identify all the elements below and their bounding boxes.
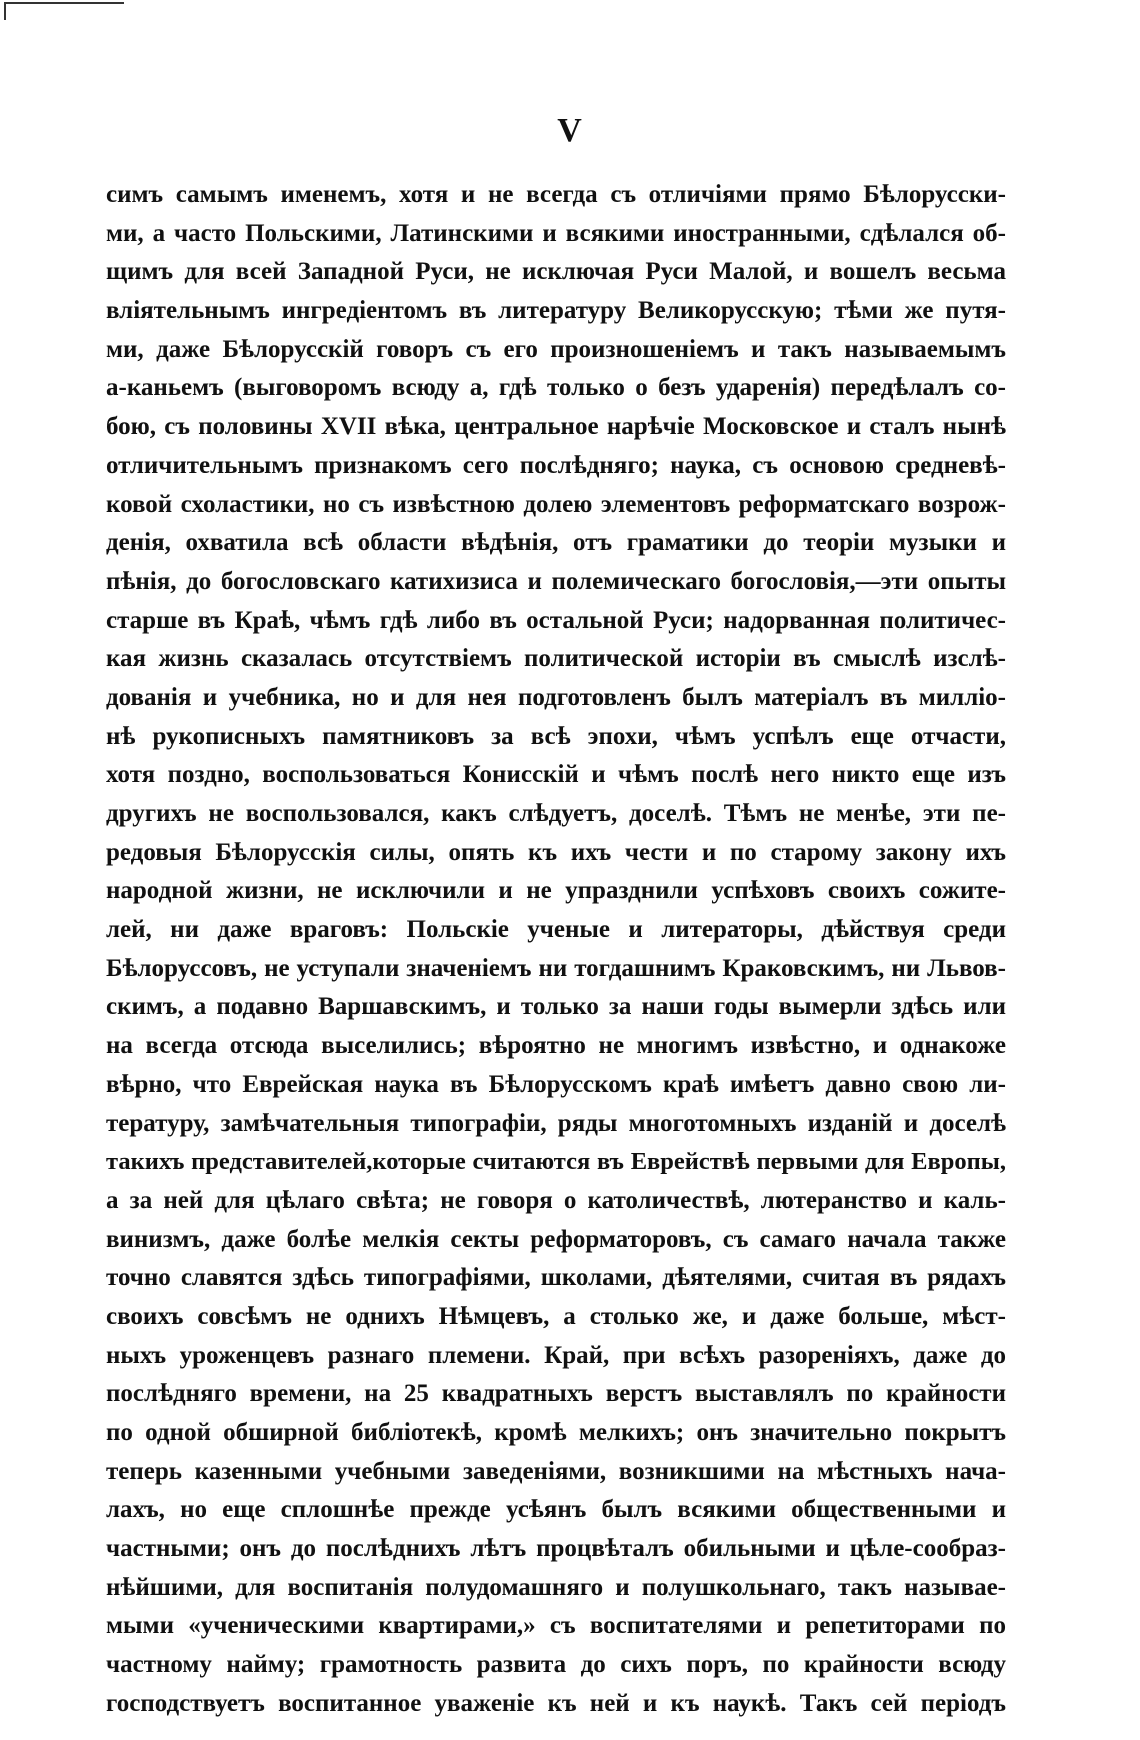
text-line: послѣдняго времени, на 25 квадратныхъ верстъ выставлялъ по крайности [106,1380,1006,1408]
text-line: точно славятся здѣсь типографіями, школами, дѣятелями, считая въ рядахъ [106,1264,1006,1292]
text-line: ми, даже Бѣлорусскій говоръ съ его произношеніемъ и такъ называемымъ [106,335,1006,363]
text-line: вліятельнымъ ингредіентомъ въ литературу Великорусскую; тѣми же путя- [106,297,1006,325]
text-line: частному найму; грамотность развита до сихъ поръ, по крайности всюду [106,1651,1006,1679]
page-number: V [557,112,583,149]
text-line: дованія и учебника, но и для нея подготовленъ былъ матеріалъ въ милліо- [106,683,1006,711]
text-line: своихъ совсѣмъ не однихъ Нѣмцевъ, а столько же, и даже больше, мѣст- [106,1302,1006,1330]
text-line: такихъ представителей,которые считаются въ Еврействѣ первыми для Европы, [106,1148,1006,1176]
text-line: ми, а часто Польскими, Латинскими и всякими иностранными, сдѣлался об- [106,219,1006,247]
text-line: лей, ни даже враговъ: Польскіе ученые и литераторы, дѣйствуя среди [106,916,1006,944]
text-line: ковой схоластики, но съ извѣстною долею элементовъ реформатскаго возрож- [106,490,1006,518]
text-line: мыми «ученическими квартирами,» съ воспитателями и репетиторами по [106,1612,1006,1640]
text-line: ныхъ уроженцевъ разнаго племени. Край, при всѣхъ разореніяхъ, даже до [106,1341,1006,1369]
text-line: щимъ для всей Западной Руси, не исключая Руси Малой, и вошелъ весьма [106,258,1006,286]
text-line: хотя поздно, воспользоваться Конисскій и чѣмъ послѣ него никто еще изъ [106,761,1006,789]
text-line: господствуетъ воспитанное уваженіе къ ней и къ наукѣ. Такъ сей періодъ [106,1689,1006,1717]
text-line: нѣйшими, для воспитанія полудомашняго и полушкольнаго, такъ называе- [106,1573,1006,1601]
text-line: частными; онъ до послѣднихъ лѣтъ процвѣталъ обильными и цѣле-сообраз- [106,1535,1006,1563]
text-line: старше въ Краѣ, чѣмъ гдѣ либо въ остальной Руси; надорванная политичес- [106,606,1006,634]
scan-edge-mark [4,2,124,4]
text-line: Бѣлоруссовъ, не уступали значеніемъ ни тогдашнимъ Краковскимъ, ни Львов- [106,954,1006,982]
text-line: симъ самымъ именемъ, хотя и не всегда съ отличіями прямо Бѣлорусски- [106,181,1006,208]
text-line: а-каньемъ (выговоромъ всюду а, гдѣ только о безъ ударенія) передѣлалъ со- [106,374,1006,402]
text-line: нѣ рукописныхъ памятниковъ за всѣ эпохи, чѣмъ успѣлъ еще отчасти, [106,722,1006,750]
text-line: тературу, замѣчательныя типографіи, ряды многотомныхъ изданій и доселѣ [106,1109,1006,1137]
text-line: бою, съ половины XVII вѣка, центральное нарѣчіе Московское и сталъ нынѣ [106,413,1006,441]
text-line: теперь казенными учебными заведеніями, возникшими на мѣстныхъ нача- [106,1457,1006,1485]
text-line: винизмъ, даже болѣе мелкія секты реформаторовъ, съ самаго начала также [106,1225,1006,1253]
text-line: отличительнымъ признакомъ сего послѣдняго; наука, съ основою средневѣ- [106,451,1006,479]
text-line: на всегда отсюда выселились; вѣроятно не многимъ извѣстно, и однакоже [106,1032,1006,1060]
scan-edge-mark-vertical [4,2,6,20]
text-line: лахъ, но еще сплошнѣе прежде усѣянъ былъ всякими общественными и [106,1496,1006,1524]
text-line: народной жизни, не исключили и не упразднили успѣховъ своихъ сожите- [106,877,1006,905]
text-line: пѣнія, до богословскаго катихизиса и полемическаго богословія,—эти опыты [106,567,1006,595]
text-line: вѣрно, что Еврейская наука въ Бѣлорусскомъ краѣ имѣетъ давно свою ли- [106,1070,1006,1098]
text-line: по одной обширной библіотекѣ, кромѣ мелкихъ; онъ значительно покрытъ [106,1419,1006,1446]
text-line: другихъ не воспользовался, какъ слѣдуетъ, доселѣ. Тѣмъ не менѣе, эти пе- [106,800,1006,827]
text-line: денія, охватила всѣ области вѣдѣнія, отъ граматики до теоріи музыки и [106,529,1006,557]
body-text [106,176,1006,1724]
text-line: кая жизнь сказалась отсутствіемъ политической исторіи въ смыслѣ изслѣ- [106,645,1006,673]
text-line: скимъ, а подавно Варшавскимъ, и только за наши годы вымерли здѣсь или [106,993,1006,1021]
text-line: редовыя Бѣлорусскія силы, опять къ ихъ чести и по старому закону ихъ [106,838,1006,866]
text-line: а за ней для цѣлаго свѣта; не говоря о католичествѣ, лютеранство и каль- [106,1186,1006,1214]
